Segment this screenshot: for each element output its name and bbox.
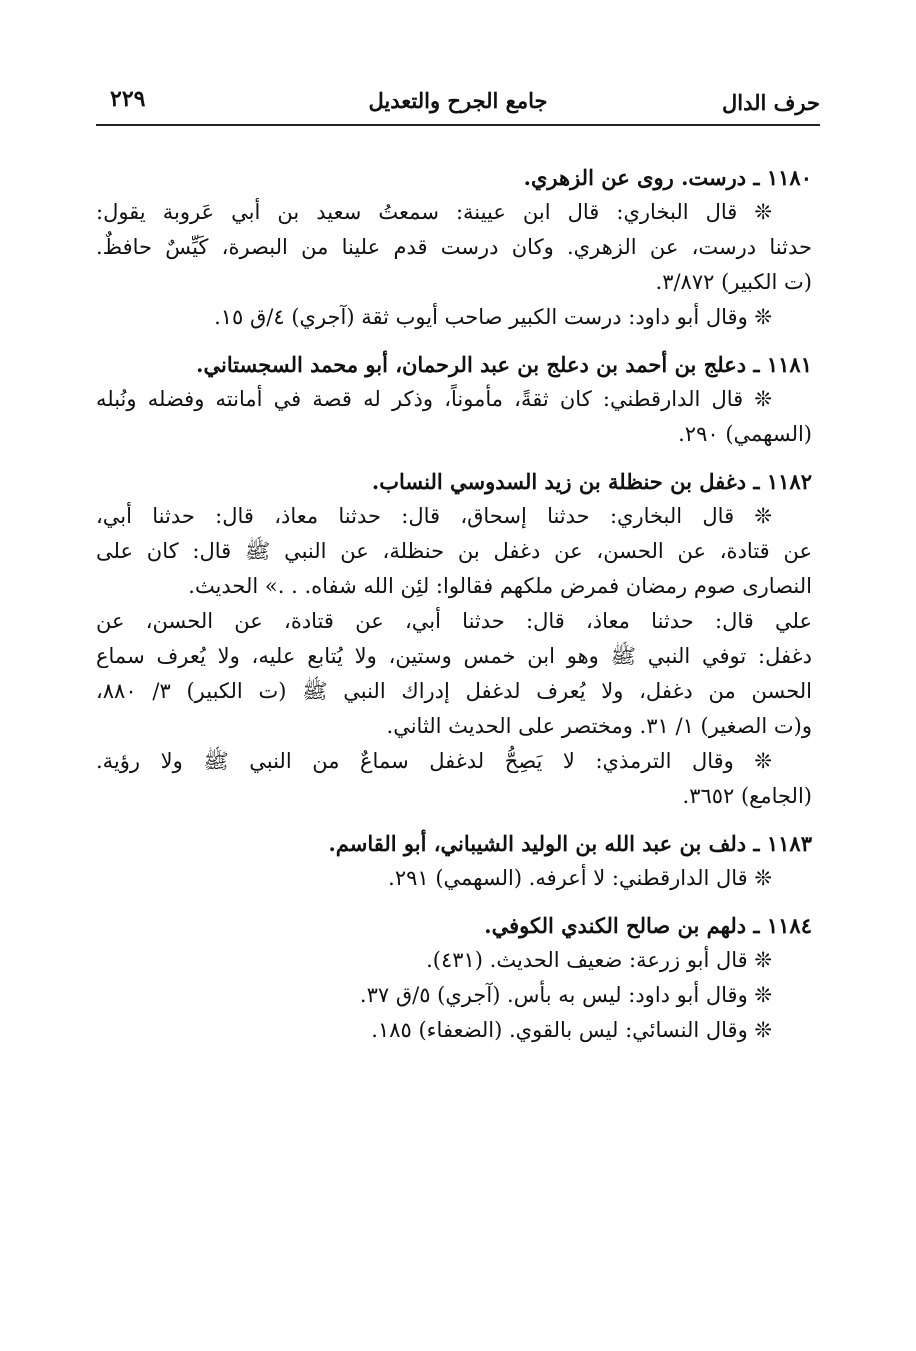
entry-1184 [96, 908, 812, 1048]
entry-line: حدثنا درست، عن الزهري. وكان درست قدم علينا من البصرة، كَيِّسٌ حافظٌ. [96, 235, 812, 259]
entry-1183 [96, 826, 812, 896]
page-body [96, 160, 812, 1048]
entry-heading: ١١٨٣ ـ دلف بن عبد الله بن الوليد الشيباني، أبو القاسم. [328, 831, 812, 856]
entry-line: دغفل: توفي النبي ﷺ وهو ابن خمس وستين، ولا يُتابع عليه، ولا يُعرف سماع [96, 644, 812, 668]
entry-line: ❊ قال أبو زرعة: ضعيف الحديث. (٤٣١). [426, 948, 772, 972]
entry-line: ❊ قال البخاري: حدثنا إسحاق، قال: حدثنا معاذ، قال: حدثنا أبي، [96, 504, 772, 528]
entry-line: الحسن من دغفل، ولا يُعرف لدغفل إدراك النبي ﷺ (ت الكبير) ٣/ ٨٨٠، [96, 679, 812, 703]
entry-heading: ١١٨٢ ـ دغفل بن حنظلة بن زيد السدوسي النساب. [371, 469, 812, 494]
entry-line: ❊ وقال الترمذي: لا يَصِحُّ لدغفل سماعٌ من النبي ﷺ ولا رؤية. [96, 749, 772, 773]
entry-line: ❊ وقال أبو داود: ليس به بأس. (آجري) ٥/ق ٣٧. [359, 983, 772, 1007]
entry-line: ❊ قال الدارقطني: كان ثقةً، مأموناً، وذكر له قصة في أمانته وفضله ونُبله [96, 387, 772, 411]
header-rule [96, 124, 820, 126]
page-header [96, 86, 820, 120]
entry-line: عن قتادة، عن الحسن، عن دغفل بن حنظلة، عن النبي ﷺ قال: كان على [96, 539, 812, 563]
page-number: ٢٢٩ [110, 86, 146, 112]
chapter-title: حرف الدال [722, 90, 820, 115]
entry-line: ❊ قال الدارقطني: لا أعرفه. (السهمي) ٢٩١. [388, 866, 772, 890]
entry-line: (ت الكبير) ٣/٨٧٢. [655, 270, 812, 294]
entry-heading: ١١٨١ ـ دعلج بن أحمد بن دعلج بن عبد الرحمان، أبو محمد السجستاني. [196, 352, 812, 377]
book-title: جامع الجرح والتعديل [368, 88, 548, 113]
entry-line: النصارى صوم رمضان فمرض ملكهم فقالوا: لئِن الله شفاه. . .» الحديث. [188, 574, 812, 598]
entry-1181 [96, 347, 812, 452]
entry-heading: ١١٨٠ ـ درست. روى عن الزهري. [523, 165, 812, 190]
entry-1182 [96, 464, 812, 814]
entry-line: ❊ وقال النسائي: ليس بالقوي. (الضعفاء) ١٨٥. [371, 1018, 772, 1042]
entry-line: و(ت الصغير) ١/ ٣١. ومختصر على الحديث الثاني. [386, 714, 812, 738]
entry-line: ❊ قال البخاري: قال ابن عيينة: سمعتُ سعيد بن أبي عَروبة يقول: [96, 200, 772, 224]
entry-line: (الجامع) ٣٦٥٢. [682, 784, 812, 808]
entry-line: علي قال: حدثنا معاذ، قال: حدثنا أبي، عن قتادة، عن الحسن، عن [96, 609, 812, 633]
entry-heading: ١١٨٤ ـ دلهم بن صالح الكندي الكوفي. [484, 913, 812, 938]
entry-line: (السهمي) ٢٩٠. [678, 422, 812, 446]
entry-1180 [96, 160, 812, 335]
entry-line: ❊ وقال أبو داود: درست الكبير صاحب أيوب ثقة (آجري) ٤/ق ١٥. [214, 305, 772, 329]
